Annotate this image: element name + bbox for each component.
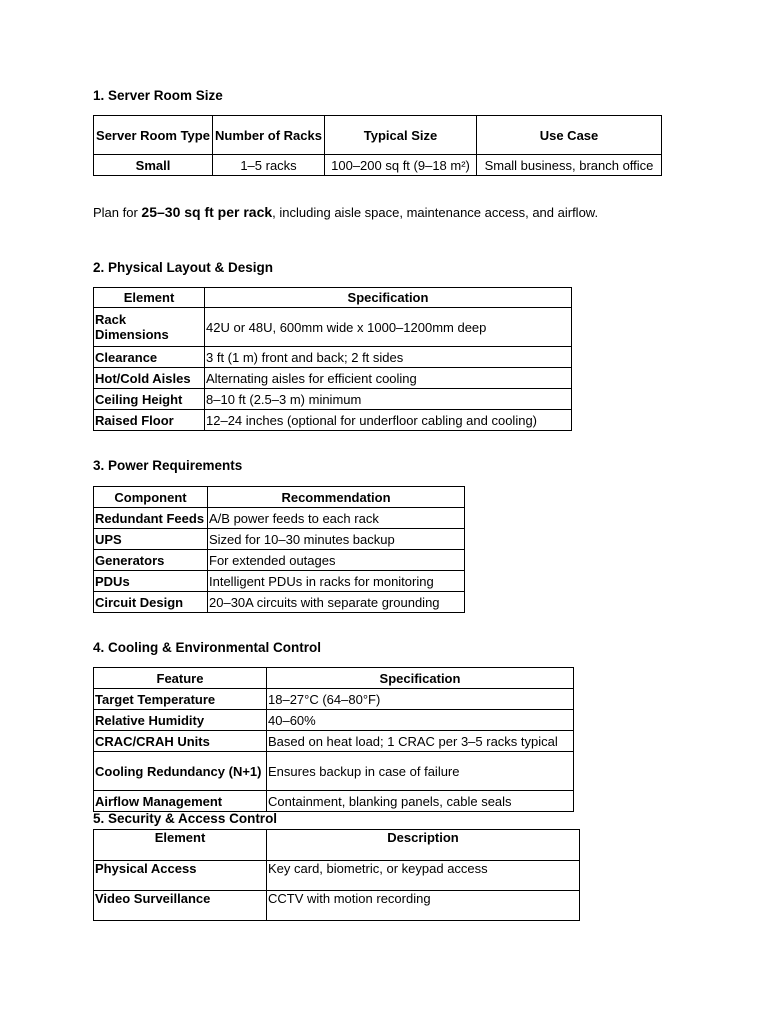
- section-5-heading: 5. Security & Access Control: [93, 811, 278, 826]
- table-cell: 100–200 sq ft (9–18 m²): [325, 155, 477, 176]
- section-4-heading: 4. Cooling & Environmental Control: [93, 640, 322, 655]
- table-header-row: [94, 487, 465, 508]
- table-cell: Small: [94, 155, 213, 176]
- table-cell: Ensures backup in case of failure: [267, 752, 574, 791]
- table-row: [94, 508, 465, 529]
- table-cell: Redundant Feeds: [94, 508, 208, 529]
- table-cell: Intelligent PDUs in racks for monitoring: [208, 571, 465, 592]
- column-header: Element: [94, 830, 267, 861]
- paragraph-suffix: , including aisle space, maintenance access, and airflow.: [272, 205, 599, 220]
- table-row: [94, 368, 572, 389]
- column-header: Description: [267, 830, 580, 861]
- table-cell: Clearance: [94, 347, 205, 368]
- table-row: [94, 791, 574, 812]
- table-cell: 42U or 48U, 600mm wide x 1000–1200mm deep: [205, 308, 572, 347]
- table-cell: Physical Access: [94, 861, 267, 891]
- table-cell: PDUs: [94, 571, 208, 592]
- table-row: [94, 731, 574, 752]
- table-cell: Hot/Cold Aisles: [94, 368, 205, 389]
- table-cell: Target Temperature: [94, 689, 267, 710]
- table-cell: 8–10 ft (2.5–3 m) minimum: [205, 389, 572, 410]
- table-cell: Cooling Redundancy (N+1): [94, 752, 267, 791]
- cooling-table: [93, 667, 574, 812]
- table-header-row: [94, 830, 580, 861]
- table-row: [94, 389, 572, 410]
- table-cell: 1–5 racks: [213, 155, 325, 176]
- column-header: Typical Size: [325, 116, 477, 155]
- table-cell: CCTV with motion recording: [267, 891, 580, 921]
- table-header-row: [94, 668, 574, 689]
- table-cell: CRAC/CRAH Units: [94, 731, 267, 752]
- column-header: Use Case: [477, 116, 662, 155]
- table-cell: Circuit Design: [94, 592, 208, 613]
- table-row: [94, 308, 572, 347]
- column-header: Number of Racks: [213, 116, 325, 155]
- table-cell: UPS: [94, 529, 208, 550]
- table-cell: Containment, blanking panels, cable seals: [267, 791, 574, 812]
- table-cell: Ceiling Height: [94, 389, 205, 410]
- table-row: [94, 410, 572, 431]
- server-room-size-table: [93, 115, 662, 176]
- table-cell: 20–30A circuits with separate grounding: [208, 592, 465, 613]
- column-header: Specification: [267, 668, 574, 689]
- column-header: Component: [94, 487, 208, 508]
- table-cell: Airflow Management: [94, 791, 267, 812]
- section-3-heading: 3. Power Requirements: [93, 458, 243, 473]
- table-cell: 12–24 inches (optional for underfloor cabling and cooling): [205, 410, 572, 431]
- table-row: [94, 155, 662, 176]
- table-header-row: [94, 116, 662, 155]
- table-cell: Video Surveillance: [94, 891, 267, 921]
- table-cell: Rack Dimensions: [94, 308, 205, 347]
- table-cell: Raised Floor: [94, 410, 205, 431]
- security-table: [93, 829, 580, 921]
- section-2-heading: 2. Physical Layout & Design: [93, 260, 274, 275]
- table-cell: Relative Humidity: [94, 710, 267, 731]
- table-row: [94, 710, 574, 731]
- table-cell: Alternating aisles for efficient cooling: [205, 368, 572, 389]
- table-row: [94, 689, 574, 710]
- table-cell: A/B power feeds to each rack: [208, 508, 465, 529]
- column-header: Feature: [94, 668, 267, 689]
- table-cell: Key card, biometric, or keypad access: [267, 861, 580, 891]
- physical-layout-table: [93, 287, 572, 431]
- column-header: Element: [94, 288, 205, 308]
- rack-space-paragraph: [93, 204, 598, 220]
- table-row: [94, 891, 580, 921]
- power-requirements-table: [93, 486, 465, 613]
- table-cell: Generators: [94, 550, 208, 571]
- table-header-row: [94, 288, 572, 308]
- table-row: [94, 592, 465, 613]
- table-cell: Sized for 10–30 minutes backup: [208, 529, 465, 550]
- table-cell: Small business, branch office: [477, 155, 662, 176]
- table-row: [94, 550, 465, 571]
- column-header: Specification: [205, 288, 572, 308]
- column-header: Recommendation: [208, 487, 465, 508]
- table-row: [94, 347, 572, 368]
- table-cell: 3 ft (1 m) front and back; 2 ft sides: [205, 347, 572, 368]
- table-row: [94, 571, 465, 592]
- table-cell: 18–27°C (64–80°F): [267, 689, 574, 710]
- column-header: Server Room Type: [94, 116, 213, 155]
- table-cell: For extended outages: [208, 550, 465, 571]
- table-row: [94, 861, 580, 891]
- table-row: [94, 529, 465, 550]
- table-cell: 40–60%: [267, 710, 574, 731]
- section-1-heading: 1. Server Room Size: [93, 88, 223, 103]
- table-row: [94, 752, 574, 791]
- paragraph-emphasis: 25–30 sq ft per rack: [141, 204, 273, 220]
- paragraph-prefix: Plan for: [93, 205, 142, 220]
- table-cell: Based on heat load; 1 CRAC per 3–5 racks typical: [267, 731, 574, 752]
